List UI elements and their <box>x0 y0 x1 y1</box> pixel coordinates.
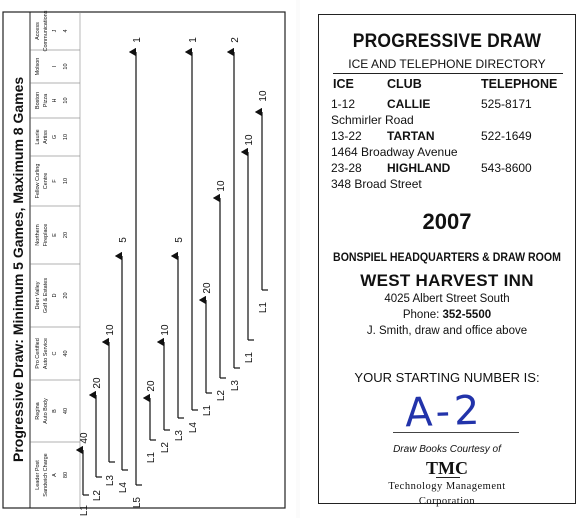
sponsor-logo: TMC <box>426 458 468 478</box>
page-subtitle: ICE AND TELEPHONE DIRECTORY <box>348 57 546 71</box>
bracket-arrow <box>174 237 185 441</box>
column-letter: I <box>52 65 58 68</box>
bracket-loss-label: L1 <box>244 352 255 364</box>
hq-label: BONSPIEL HEADQUARTERS & DRAW ROOM <box>333 252 561 264</box>
bracket-arrow <box>230 37 241 391</box>
starting-number-label: YOUR STARTING NUMBER IS: <box>354 370 540 385</box>
page-title: PROGRESSIVE DRAW <box>352 31 542 52</box>
column-event: Artiss <box>43 130 49 144</box>
column-letter: H <box>52 98 58 103</box>
column-event: Communications <box>43 10 49 52</box>
bracket-arrow <box>188 37 199 433</box>
bracket-loss-label: L4 <box>188 422 199 434</box>
header-telephone: TELEPHONE <box>481 77 558 91</box>
row-phone: 525-8171 <box>481 97 532 111</box>
bracket-loss-label: L2 <box>160 442 171 454</box>
bracket-arrow <box>216 180 227 401</box>
column-count: 20 <box>63 231 69 239</box>
bracket-loss-label: L1 <box>258 302 269 314</box>
column-sponsor: Deer Valley <box>35 281 41 310</box>
column-count: 4 <box>63 29 69 33</box>
column-sponsor: Pro Certified <box>35 338 41 369</box>
venue-name: WEST HARVEST INN <box>360 271 534 290</box>
column-sponsor: Molson <box>35 57 41 76</box>
column-letter: A <box>52 473 58 477</box>
sponsor-name: Technology Management <box>388 481 506 492</box>
row-club: CALLIE <box>387 97 431 111</box>
bracket-advance-label: 10 <box>244 134 255 146</box>
bracket-advance-label: 10 <box>105 324 116 336</box>
bracket-advance-label: 5 <box>118 237 129 243</box>
column-count: 40 <box>63 350 69 357</box>
bracket-title: Progressive Draw: Minimum 5 Games, Maximum 8 Games <box>10 76 26 462</box>
bracket-advance-label: 20 <box>202 282 213 294</box>
bracket-arrow <box>132 37 143 508</box>
bracket-advance-label: 5 <box>174 237 185 243</box>
header-ice: ICE <box>333 77 354 91</box>
column-sponsor: Access <box>35 22 41 40</box>
sponsor-logo-underline <box>436 477 460 478</box>
column-event: Auto Service <box>43 337 49 370</box>
phone-number: 352-5500 <box>442 309 492 321</box>
column-sponsor: Laurie <box>35 129 41 145</box>
column-letter: C <box>52 351 58 356</box>
bracket-loss-label: L2 <box>216 390 227 402</box>
bracket-advance-label: 1 <box>188 37 199 43</box>
starting-number-line <box>393 432 519 433</box>
column-event: Sandwich Charge <box>43 453 49 497</box>
row-phone: 522-1649 <box>481 129 532 143</box>
directory-page <box>300 0 586 518</box>
bracket-advance-label: 2 <box>230 37 241 43</box>
bracket-arrow <box>92 377 103 501</box>
bracket-advance-label: 20 <box>92 377 103 389</box>
row-ice: 1-12 <box>331 97 356 111</box>
contact-line: J. Smith, draw and office above <box>366 325 528 337</box>
column-count: 10 <box>63 97 69 104</box>
column-sponsor: Boston <box>35 91 41 110</box>
bracket-advance-label: 20 <box>146 380 157 392</box>
header-club: CLUB <box>387 77 422 91</box>
column-letter: J <box>52 29 58 33</box>
column-count: 10 <box>63 177 69 185</box>
bracket-advance-label: 40 <box>79 432 90 444</box>
bracket-arrow <box>160 324 171 453</box>
column-letter: D <box>52 293 58 298</box>
row-club: TARTAN <box>387 129 435 143</box>
bracket-loss-label: L2 <box>92 490 103 502</box>
bracket-advance-label: 10 <box>160 324 171 336</box>
row-phone: 543-8600 <box>481 161 532 175</box>
bracket-loss-label: L5 <box>132 497 143 509</box>
column-event: Fireplace <box>43 223 49 247</box>
year: 2007 <box>422 209 472 234</box>
bracket-advance-label: 1 <box>132 37 143 43</box>
row-address: 348 Broad Street <box>331 177 422 191</box>
column-letter: B <box>52 409 58 413</box>
venue-phone <box>319 309 575 321</box>
bracket-loss-label: L1 <box>79 505 90 517</box>
bracket-advance-label: 10 <box>216 180 227 192</box>
column-sponsor: Fellow Curling <box>35 163 41 199</box>
column-letter: E <box>52 233 58 237</box>
directory-frame <box>318 14 576 507</box>
column-event: Golf & Estates <box>43 277 49 314</box>
bracket-arrow <box>79 432 90 516</box>
venue-street: 4025 Albert Street South <box>384 293 510 305</box>
bracket-loss-label: L4 <box>118 482 129 494</box>
divider <box>333 73 563 74</box>
bracket-arrow <box>146 380 157 463</box>
column-letter: F <box>52 179 58 183</box>
row-ice: 13-22 <box>331 129 362 143</box>
column-sponsor: Leader Post <box>35 460 41 490</box>
bracket-loss-label: L3 <box>230 380 241 392</box>
row-club: HIGHLAND <box>387 161 451 175</box>
bracket-loss-label: L1 <box>202 405 213 417</box>
bracket-loss-label: L1 <box>146 452 157 464</box>
bracket-arrow <box>202 282 213 416</box>
sponsor-corp: Corporation <box>418 496 476 507</box>
column-event: Pizza <box>43 93 49 108</box>
column-count: 20 <box>63 292 69 299</box>
column-event: Centre <box>43 172 49 190</box>
bracket-loss-label: L3 <box>174 430 185 442</box>
column-letter: G <box>52 134 58 140</box>
row-address: 1464 Broadway Avenue <box>331 145 458 159</box>
row-address: Schmirler Road <box>331 113 414 127</box>
bracket-advance-label: 10 <box>258 90 269 102</box>
bracket-arrow <box>105 324 116 486</box>
starting-number-handwritten: A-2 <box>404 387 485 437</box>
column-count: 40 <box>63 407 69 415</box>
column-sponsor: Northern <box>35 224 41 246</box>
phone-label: Phone: <box>402 309 440 321</box>
bracket-arrow <box>244 134 255 363</box>
bracket-arrow <box>118 237 129 493</box>
row-ice: 23-28 <box>331 161 362 175</box>
column-count: 10 <box>63 133 69 141</box>
bracket-loss-label: L3 <box>105 475 116 487</box>
column-sponsor: Regina <box>35 402 41 420</box>
bracket-arrow <box>258 90 269 313</box>
column-event: Auto Body <box>43 398 49 424</box>
column-count: 10 <box>63 63 69 70</box>
column-count: 80 <box>63 471 69 479</box>
courtesy-line: Draw Books Courtesy of <box>393 444 501 455</box>
